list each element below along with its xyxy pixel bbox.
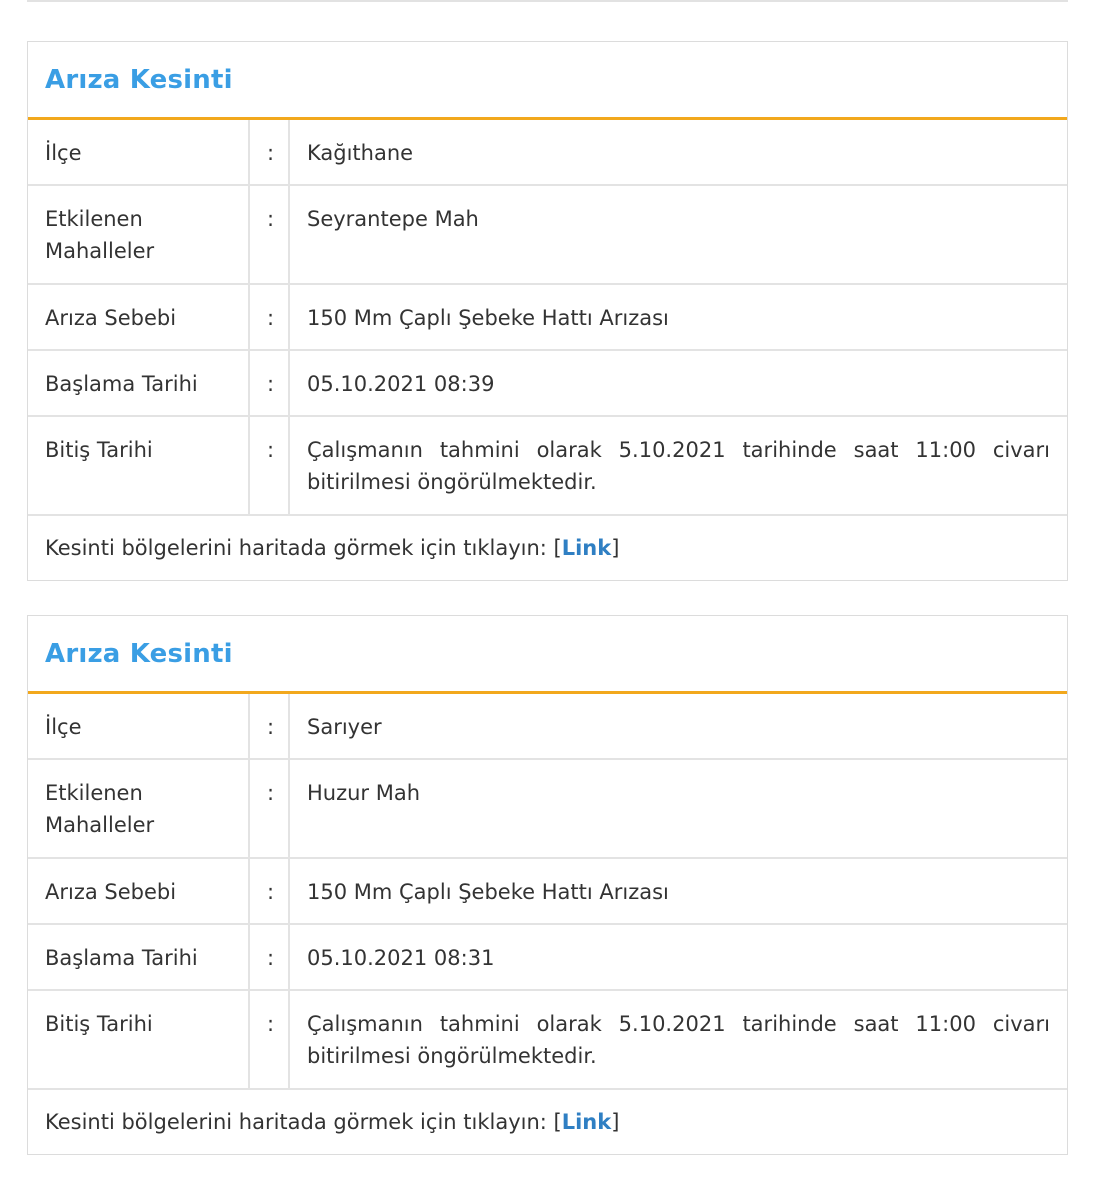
footer-close-bracket: ]: [611, 1110, 620, 1134]
row-value: Huzur Mah: [289, 759, 1067, 858]
row-separator: :: [249, 759, 289, 858]
row-separator: :: [249, 694, 289, 759]
top-divider: [27, 0, 1068, 2]
row-separator: :: [249, 350, 289, 416]
map-link[interactable]: Link: [561, 1110, 612, 1134]
row-label: Arıza Sebebi: [28, 858, 249, 924]
row-value: 05.10.2021 08:31: [289, 924, 1067, 990]
row-district: [28, 694, 1067, 759]
footer-close-bracket: ]: [611, 536, 620, 560]
row-separator: :: [249, 858, 289, 924]
row-label: Başlama Tarihi: [28, 924, 249, 990]
card-title: Arıza Kesinti: [45, 638, 233, 669]
map-link-footer: [28, 516, 1067, 580]
row-fault-reason: [28, 858, 1067, 924]
row-value: Kağıthane: [289, 120, 1067, 185]
row-label: İlçe: [28, 694, 249, 759]
row-value: Çalışmanın tahmini olarak 5.10.2021 tarihinde saat 11:00 civarı bitirilmesi öngörülmektedir.: [289, 416, 1067, 515]
row-separator: :: [249, 416, 289, 515]
row-affected-neighborhoods: [28, 185, 1067, 284]
row-separator: :: [249, 284, 289, 350]
row-start-date: [28, 924, 1067, 990]
row-separator: :: [249, 924, 289, 990]
footer-text: Kesinti bölgelerini haritada görmek için tıklayın: [: [45, 1110, 562, 1134]
row-fault-reason: [28, 284, 1067, 350]
row-value: 05.10.2021 08:39: [289, 350, 1067, 416]
row-value: 150 Mm Çaplı Şebeke Hattı Arızası: [289, 284, 1067, 350]
row-separator: :: [249, 185, 289, 284]
card-header: [28, 616, 1067, 694]
row-label: İlçe: [28, 120, 249, 185]
row-label: Bitiş Tarihi: [28, 416, 249, 515]
row-label: Başlama Tarihi: [28, 350, 249, 416]
outage-card-1: [27, 41, 1068, 581]
card-header: [28, 42, 1067, 120]
row-value: 150 Mm Çaplı Şebeke Hattı Arızası: [289, 858, 1067, 924]
row-end-date: [28, 990, 1067, 1089]
row-label: Arıza Sebebi: [28, 284, 249, 350]
row-label: Etkilenen Mahalleler: [28, 759, 249, 858]
row-end-date: [28, 416, 1067, 515]
row-district: [28, 120, 1067, 185]
map-link-footer: [28, 1090, 1067, 1154]
row-separator: :: [249, 990, 289, 1089]
row-start-date: [28, 350, 1067, 416]
outage-info-table: [28, 120, 1067, 516]
outage-card-2: [27, 615, 1068, 1155]
row-value: Sarıyer: [289, 694, 1067, 759]
row-affected-neighborhoods: [28, 759, 1067, 858]
row-label: Etkilenen Mahalleler: [28, 185, 249, 284]
row-label: Bitiş Tarihi: [28, 990, 249, 1089]
card-title: Arıza Kesinti: [45, 64, 233, 95]
outage-info-table: [28, 694, 1067, 1090]
row-value: Seyrantepe Mah: [289, 185, 1067, 284]
map-link[interactable]: Link: [561, 536, 612, 560]
footer-text: Kesinti bölgelerini haritada görmek için tıklayın: [: [45, 536, 562, 560]
row-value: Çalışmanın tahmini olarak 5.10.2021 tarihinde saat 11:00 civarı bitirilmesi öngörülmektedir.: [289, 990, 1067, 1089]
row-separator: :: [249, 120, 289, 185]
